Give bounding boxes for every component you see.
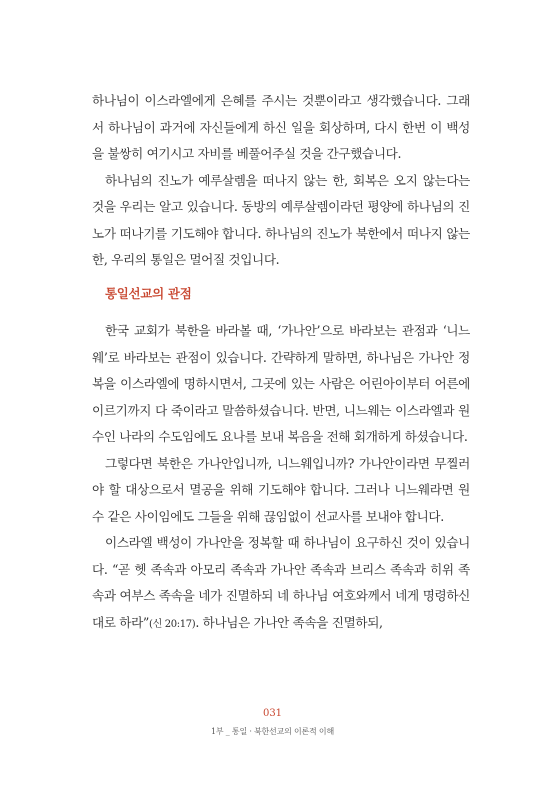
quote-text: 이스라엘 백성이 가나안을 정복할 때 하나님이 요구하신 것이 있습니다. “곧 헷 족속과 아모리 족속과 가나안 족속과 브리스 족속과 히위 족속과 여부스 족속을 네가 진멸하되 네 하나님 여호와께서 네게 명령하신 대로 하라”	[92, 535, 470, 630]
body-paragraph	[92, 530, 470, 638]
body-paragraph: 그렇다면 북한은 가나안입니까, 니느웨입니까? 가나안이라면 무찔러야 할 대상으로서 멸공을 위해 기도해야 합니다. 그러나 니느웨라면 원수 같은 사이임에도 그들을 위해 끊임없이 선교사를 보내야 합니다.	[92, 455, 470, 524]
running-footer: 1부 _ 통일 · 북한선교의 이론적 이해	[211, 727, 334, 736]
body-paragraph: 한국 교회가 북한을 바라볼 때, ‘가나안’으로 바라보는 관점과 ‘니느웨’로 바라보는 관점이 있습니다. 간략하게 말하면, 하나님은 가나안 정복을 이스라엘에 명하시면서, 그곳에 있는 사람은 어린아이부터 어른에 이르기까지 다 죽이라고 말씀하셨습니다. 반면, 니느웨는 이스라엘과 원수인 나라의 수도임에도 요나를 보내 복음을 전해 회개하게 하셨습니다.	[92, 323, 470, 444]
section-heading: 통일선교의 관점	[105, 286, 192, 301]
page-number: 031	[262, 708, 283, 719]
scripture-citation: (신 20:17)	[149, 618, 196, 630]
paragraph-continuation: . 하나님은 가나안 족속을 진멸하되,	[195, 614, 383, 630]
body-paragraph: 하나님의 진노가 예루살렘을 떠나지 않는 한, 회복은 오지 않는다는 것을 우리는 알고 있습니다. 동방의 예루살렘이라던 평양에 하나님의 진노가 떠나기를 기도해야 합니다. 하나님의 진노가 북한에서 떠나지 않는 한, 우리의 통일은 멀어질 것입니다.	[92, 172, 470, 267]
body-text-lower	[92, 318, 470, 638]
body-text-upper	[92, 88, 470, 274]
body-paragraph: 하나님이 이스라엘에게 은혜를 주시는 것뿐이라고 생각했습니다. 그래서 하나님이 과거에 자신들에게 하신 일을 회상하며, 다시 한번 이 백성을 불쌍히 여기시고 자비를 베풀어주실 것을 간구했습니다.	[92, 93, 470, 161]
